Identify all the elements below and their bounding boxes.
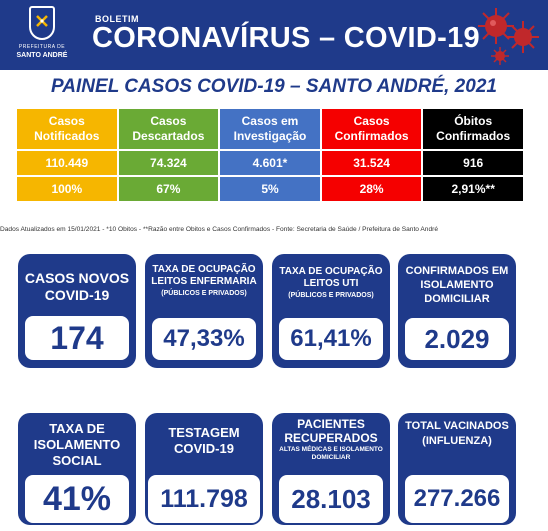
logo-line1: PREFEITURA DE bbox=[18, 44, 66, 50]
header-confirmados bbox=[322, 109, 422, 149]
card-sublabel: (PÚBLICOS E PRIVADOS) bbox=[288, 292, 374, 299]
card-casos-novos bbox=[18, 254, 136, 368]
header-line: Descartados bbox=[132, 129, 205, 143]
value-confirmados: 31.524 bbox=[322, 151, 422, 175]
boletim-label: BOLETIM bbox=[95, 14, 139, 24]
shield-cross-icon bbox=[29, 6, 55, 40]
card-vacinados bbox=[398, 413, 516, 525]
card-recuperados bbox=[272, 413, 390, 525]
value-investigacao: 4.601* bbox=[220, 151, 320, 175]
card-label: TAXA DE OCUPAÇÃO LEITOS ENFERMARIA bbox=[151, 264, 257, 287]
header-notificados bbox=[17, 109, 117, 149]
cases-table bbox=[15, 107, 525, 203]
card-label: TOTAL VACINADOS (INFLUENZA) bbox=[405, 420, 509, 447]
value-obitos: 916 bbox=[423, 151, 523, 175]
card-isolamento-social bbox=[18, 413, 136, 525]
card-label: TESTAGEM COVID-19 bbox=[168, 425, 240, 456]
page-title: CORONAVÍRUS – COVID-19 bbox=[92, 22, 480, 54]
header-line: Casos bbox=[48, 114, 85, 128]
header-line: Casos em bbox=[241, 114, 299, 128]
card-value: 47,33% bbox=[152, 318, 256, 360]
card-value: 28.103 bbox=[279, 475, 383, 523]
pct-descartados: 67% bbox=[119, 177, 219, 201]
data-footnote: Dados Atualizados em 15/01/2021 - *10 Óbitos - **Razão entre Óbitos e Casos Confirmados - Fonte: Secretaria de Saúde / Prefeitura de Santo André bbox=[0, 226, 439, 233]
card-label: TAXA DE ISOLAMENTO SOCIAL bbox=[33, 421, 121, 468]
card-label-wrap bbox=[276, 417, 386, 462]
header-line: Confirmados bbox=[334, 129, 409, 143]
card-uti bbox=[272, 254, 390, 368]
header-line: Casos bbox=[150, 114, 187, 128]
pct-confirmados: 28% bbox=[322, 177, 422, 201]
header-descartados bbox=[119, 109, 219, 149]
value-descartados: 74.324 bbox=[119, 151, 219, 175]
card-value: 41% bbox=[25, 475, 129, 523]
card-label: CASOS NOVOS COVID-19 bbox=[24, 270, 130, 303]
card-label-wrap bbox=[149, 264, 259, 298]
city-logo bbox=[12, 4, 72, 66]
coronavirus-icon bbox=[490, 46, 510, 66]
header-line: Confirmados bbox=[436, 129, 511, 143]
card-label: TAXA DE OCUPAÇÃO LEITOS UTI bbox=[279, 266, 383, 289]
header-line: Notificados bbox=[34, 129, 100, 143]
card-value: 277.266 bbox=[405, 475, 509, 523]
card-testagem bbox=[145, 413, 263, 525]
coronavirus-icon bbox=[506, 20, 540, 54]
card-value: 2.029 bbox=[405, 318, 509, 360]
header-line: Investigação bbox=[233, 129, 307, 143]
logo-line2: SANTO ANDRÉ bbox=[16, 52, 68, 59]
header-banner bbox=[0, 0, 548, 70]
card-sublabel: (PÚBLICOS E PRIVADOS) bbox=[161, 290, 247, 297]
panel-title: PAINEL CASOS COVID-19 – SANTO ANDRÉ, 2021 bbox=[51, 76, 497, 97]
value-notificados: 110.449 bbox=[17, 151, 117, 175]
card-sublabel: ALTAS MÉDICAS E ISOLAMENTO DOMICILIAR bbox=[279, 446, 383, 461]
header-line: Óbitos bbox=[454, 114, 493, 128]
pct-obitos: 2,91%** bbox=[423, 177, 523, 201]
card-label: PACIENTES RECUPERADOS bbox=[284, 417, 378, 445]
card-enfermaria bbox=[145, 254, 263, 368]
card-value: 111.798 bbox=[148, 475, 260, 523]
card-label-wrap bbox=[276, 266, 386, 300]
header-line: Casos bbox=[353, 114, 390, 128]
header-obitos bbox=[423, 109, 523, 149]
header-investigacao bbox=[220, 109, 320, 149]
card-label: CONFIRMADOS EM ISOLAMENTO DOMICILIAR bbox=[405, 265, 509, 305]
pct-investigacao: 5% bbox=[220, 177, 320, 201]
card-isolamento-domiciliar bbox=[398, 254, 516, 368]
card-value: 174 bbox=[25, 316, 129, 360]
pct-notificados: 100% bbox=[17, 177, 117, 201]
card-value: 61,41% bbox=[279, 318, 383, 360]
